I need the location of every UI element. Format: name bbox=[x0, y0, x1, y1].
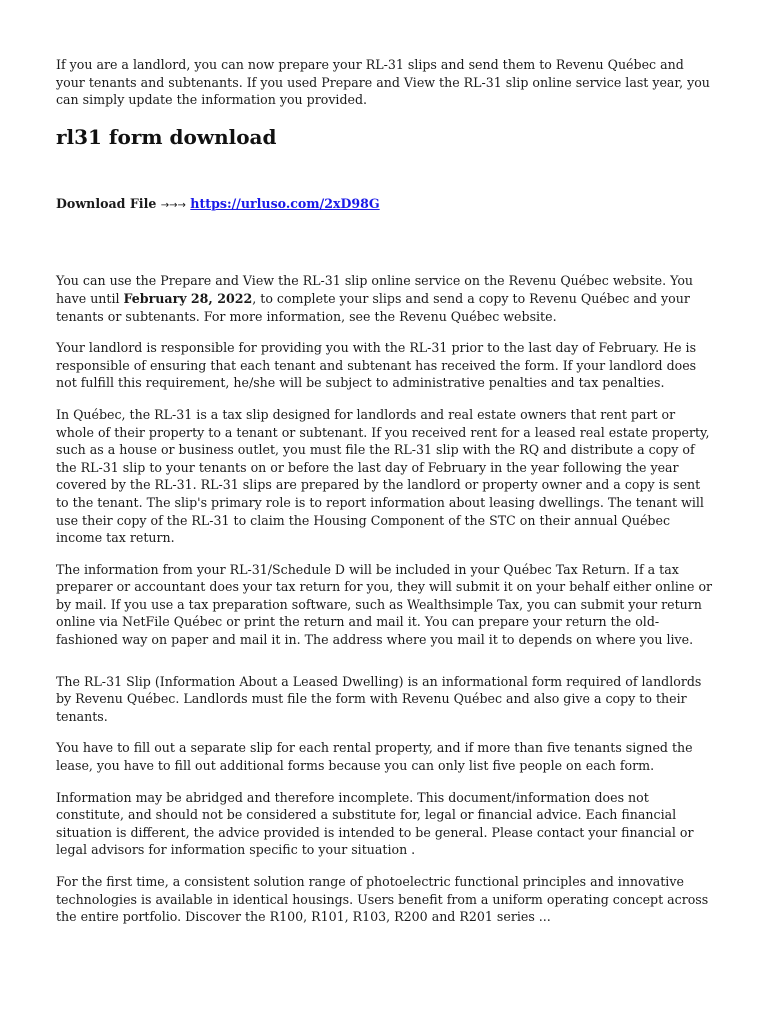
download-line bbox=[56, 195, 716, 215]
paragraph-disclaimer: Information may be abridged and therefore incomplete. This document/information does not constitute, and should not be considered a substitute for, legal or financial advice. Each financial situation is different, the advice provided is intended to be general. Please contact your financial or legal advisors for information specific to your situation . bbox=[56, 789, 694, 858]
document-page bbox=[56, 56, 716, 940]
paragraph-product-range: For the first time, a consistent solution range of photoelectric functional principles and innovative technologies is available in identical housings. Users benefit from a uniform operating concept across the entire portfolio. Discover the R100, R101, R103, R200 and R201 series ... bbox=[56, 874, 709, 925]
paragraph-text: , to complete your slips and send a copy to Revenu Québec and your tenants or subtenants. For more information, see the Revenu Québec website. bbox=[56, 290, 690, 324]
paragraph-rl31-slip: The RL-31 Slip (Information About a Leased Dwelling) is an informational form required of landlords by Revenu Québec. Landlords must file the form with Revenu Québec and also give a copy to their tenants. bbox=[56, 673, 702, 724]
paragraph-prepare-view bbox=[56, 272, 716, 325]
paragraph-separate-slip: You have to fill out a separate slip for each rental property, and if more than five tenants signed the lease, you have to fill out additional forms because you can only list five people on each form. bbox=[56, 740, 693, 774]
intro-paragraph: If you are a landlord, you can now prepare your RL-31 slips and send them to Revenu Québec and your tenants and subtenants. If you used Prepare and View the RL-31 slip online service last year, you can simply update the information you provided. bbox=[56, 57, 710, 108]
page-title: rl31 form download bbox=[56, 124, 277, 149]
download-label: Download File bbox=[56, 195, 157, 211]
spacer bbox=[56, 663, 716, 673]
paragraph-landlord-responsibility: Your landlord is responsible for providing you with the RL-31 prior to the last day of February. He is responsible of ensuring that each tenant and subtenant has received the form. If your landlord does not fulfill this requirement, he/she will be subject to administrative penalties and tax penalties. bbox=[56, 340, 697, 391]
paragraph-tax-return: The information from your RL-31/Schedule D will be included in your Québec Tax Return. If a tax preparer or accountant does your tax return for you, they will submit it on your behalf either online or by mail. If you use a tax preparation software, such as Wealthsimple Tax, you can submit your return online via NetFile Québec or print the return and mail it. You can prepare your return the old-fashioned way on paper and mail it in. The address where you mail it to depends on where you live. bbox=[56, 561, 713, 648]
paragraph-quebec-rl31: In Québec, the RL-31 is a tax slip designed for landlords and real estate owners that rent part or whole of their property to a tenant or subtenant. If you received rent for a leased real estate property, such as a house or business outlet, you must file the RL-31 slip with the RQ and distribute a copy of the RL-31 slip to your tenants on or before the last day of February in the year following the year covered by the RL-31. RL-31 slips are prepared by the landlord or property owner and a copy is sent to the tenant. The slip's primary role is to report information about leasing dwellings. The tenant will use their copy of the RL-31 to claim the Housing Component of the STC on their annual Québec income tax return. bbox=[56, 406, 710, 546]
paragraph-text: You can use the Prepare and View the RL-31 slip online service on the Revenu Québec website. You have until bbox=[56, 273, 694, 306]
arrow-icon: →→→ bbox=[160, 199, 186, 211]
deadline-date: February 28, 2022 bbox=[123, 290, 253, 306]
download-link[interactable]: https://urluso.com/2xD98G bbox=[190, 195, 380, 211]
spacer bbox=[56, 214, 716, 272]
